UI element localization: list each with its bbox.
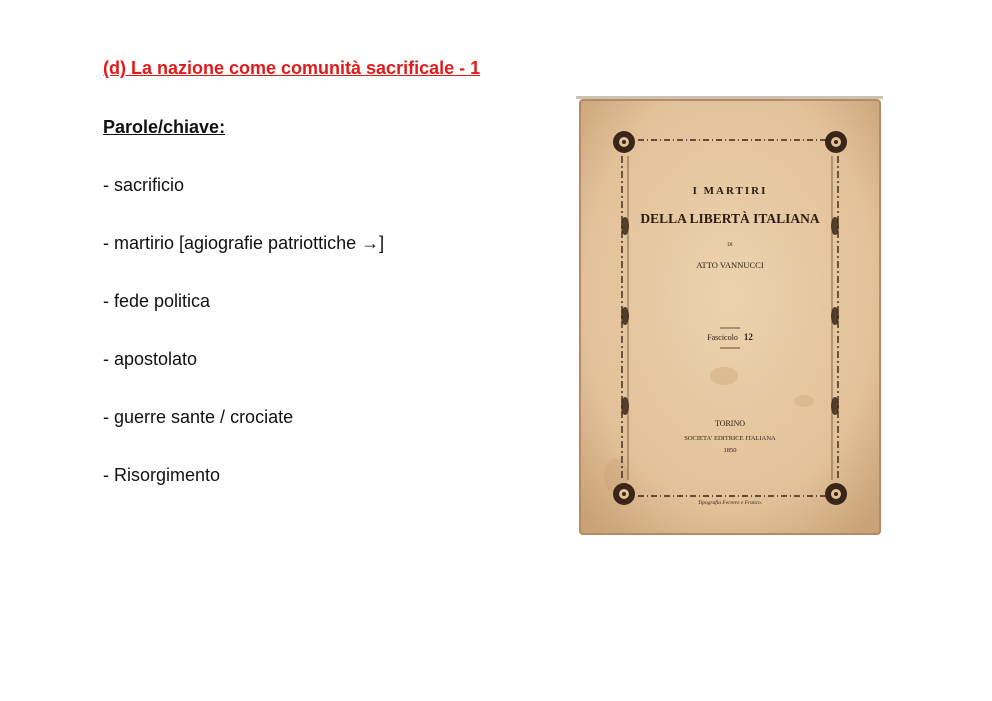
keyword-item: - sacrificio <box>103 175 185 195</box>
cover-year: 1850 <box>723 447 737 454</box>
cover-title-line2: DELLA LIBERTÀ ITALIANA <box>640 211 820 226</box>
keyword-item: - apostolato <box>103 349 198 369</box>
cover-city: TORINO <box>714 419 746 428</box>
keywords-heading: Parole/chiave: <box>103 117 226 137</box>
keyword-list <box>103 174 384 522</box>
keyword-item: - Risorgimento <box>103 465 221 485</box>
cover-author: ATTO VANNUCCI <box>696 260 764 270</box>
slide-title: (d) La nazione come comunità sacrificale - 1 <box>103 58 481 78</box>
book-cover-image <box>576 96 883 537</box>
keyword-item: - guerre sante / crociate <box>103 407 294 427</box>
cover-title-line1: I MARTIRI <box>692 185 768 197</box>
svg-text:Fascicolo 12 <box>707 332 753 342</box>
cover-by: DI <box>727 243 733 248</box>
cover-fascicle-label: Fascicolo <box>707 333 738 342</box>
keyword-item: - martirio [agiografie patriottiche →] <box>103 233 385 253</box>
cover-printer: Tipografia Ferrero e Franco. <box>697 500 763 506</box>
cover-publisher: SOCIETA' EDITRICE ITALIANA <box>684 435 776 442</box>
keyword-item: - fede politica <box>103 291 211 311</box>
cover-fascicle-number: 12 <box>743 332 753 342</box>
